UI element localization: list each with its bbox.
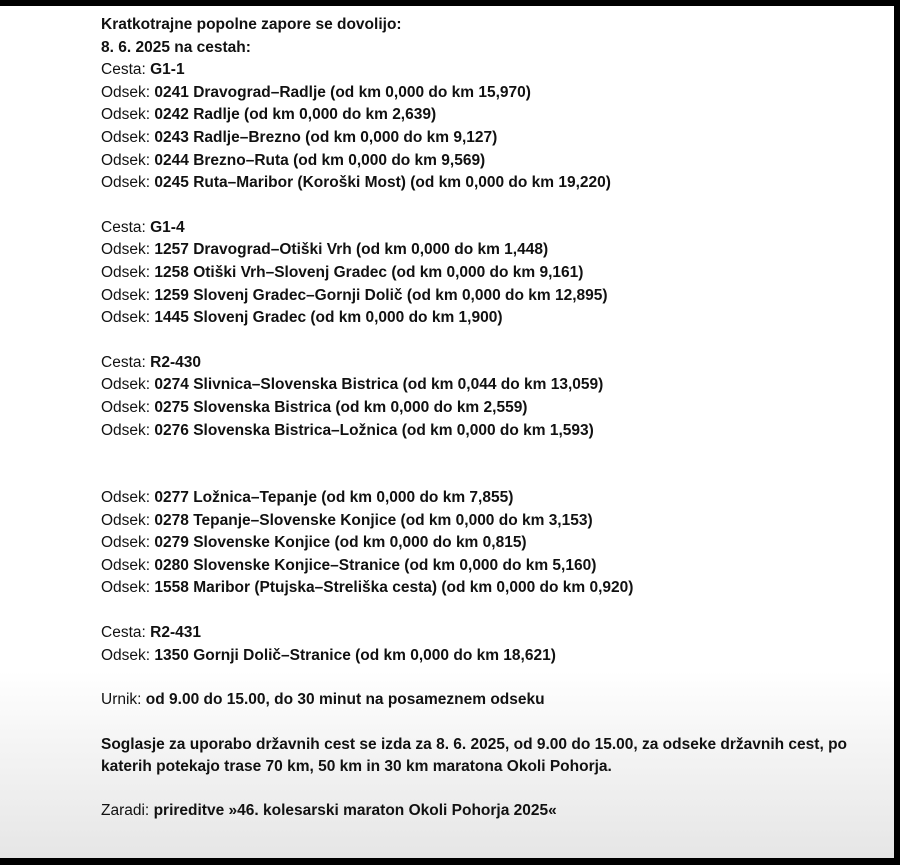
section-label: Odsek:: [101, 151, 151, 169]
spacer: [101, 330, 861, 352]
section-row: [101, 532, 861, 555]
section-text: 1258 Otiški Vrh–Slovenj Gradec (od km 0,000 do km 9,161): [154, 263, 584, 281]
reason-line: [101, 800, 861, 823]
section-text: 1350 Gornji Dolič–Stranice (od km 0,000 do km 18,621): [154, 646, 556, 664]
spacer: [101, 600, 861, 622]
document-page: [0, 6, 900, 858]
section-label: Odsek:: [101, 263, 151, 281]
road-label: Cesta:: [101, 61, 146, 79]
section-label: Odsek:: [101, 534, 151, 552]
section-row: [101, 172, 861, 195]
section-row: [101, 262, 861, 285]
section-label: Odsek:: [101, 579, 151, 597]
section-row: [101, 510, 861, 533]
section-text: 1257 Dravograd–Otiški Vrh (od km 0,000 do km 1,448): [154, 241, 549, 259]
spacer: [101, 778, 861, 800]
section-text: 0276 Slovenska Bistrica–Ložnica (od km 0,000 do km 1,593): [154, 421, 594, 439]
road-code: G1-4: [150, 218, 185, 236]
road-heading: [101, 217, 861, 240]
section-label: Odsek:: [101, 646, 151, 664]
section-label: Odsek:: [101, 398, 151, 416]
document-date-line: 8. 6. 2025 na cestah:: [101, 38, 251, 56]
section-label: Odsek:: [101, 511, 151, 529]
section-label: Odsek:: [101, 83, 151, 101]
section-row: [101, 577, 861, 600]
section-row: [101, 374, 861, 397]
section-row: [101, 397, 861, 420]
schedule-text: od 9.00 do 15.00, do 30 minut na posameznem odseku: [145, 691, 545, 709]
reason-text: prireditve »46. kolesarski maraton Okoli Pohorja 2025«: [153, 801, 557, 819]
road-heading: [101, 352, 861, 375]
section-label: Odsek:: [101, 421, 151, 439]
section-row: [101, 150, 861, 173]
spacer: [101, 442, 861, 487]
section-row: [101, 420, 861, 443]
section-row: [101, 555, 861, 578]
spacer: [101, 667, 861, 689]
spacer: [101, 195, 861, 217]
section-label: Odsek:: [101, 106, 151, 124]
section-row: [101, 487, 861, 510]
section-text: 0243 Radlje–Brezno (od km 0,000 do km 9,127): [154, 128, 498, 146]
road-code: G1-1: [150, 61, 185, 79]
road-heading: [101, 622, 861, 645]
road-label: Cesta:: [101, 624, 146, 642]
document-title: Kratkotrajne popolne zapore se dovolijo:: [101, 16, 402, 33]
section-text: 0242 Radlje (od km 0,000 do km 2,639): [154, 106, 437, 124]
road-label: Cesta:: [101, 218, 146, 236]
section-label: Odsek:: [101, 309, 151, 327]
road-code: R2-431: [150, 624, 201, 642]
section-label: Odsek:: [101, 174, 151, 192]
section-label: Odsek:: [101, 376, 151, 394]
section-text: 1558 Maribor (Ptujska–Streliška cesta) (od km 0,000 do km 0,920): [154, 579, 634, 597]
section-text: 0244 Brezno–Ruta (od km 0,000 do km 9,569): [154, 151, 486, 169]
document-body: [101, 14, 861, 822]
road-code: R2-430: [150, 353, 201, 371]
section-label: Odsek:: [101, 286, 151, 304]
section-text: 0241 Dravograd–Radlje (od km 0,000 do km 15,970): [154, 83, 531, 101]
section-text: 0275 Slovenska Bistrica (od km 0,000 do km 2,559): [154, 398, 528, 416]
section-row: [101, 645, 861, 668]
consent-paragraph: Soglasje za uporabo državnih cest se izda za 8. 6. 2025, od 9.00 do 15.00, za odseke državnih cest, po katerih potekajo trase 70 km, 50 km in 30 km maratona Okoli Pohorja.: [101, 735, 848, 775]
section-row: [101, 127, 861, 150]
road-label: Cesta:: [101, 353, 146, 371]
section-text: 1445 Slovenj Gradec (od km 0,000 do km 1,900): [154, 309, 503, 327]
section-label: Odsek:: [101, 241, 151, 259]
section-row: [101, 82, 861, 105]
section-text: 0278 Tepanje–Slovenske Konjice (od km 0,000 do km 3,153): [154, 511, 593, 529]
section-row: [101, 307, 861, 330]
section-row: [101, 104, 861, 127]
section-text: 0280 Slovenske Konjice–Stranice (od km 0,000 do km 5,160): [154, 556, 597, 574]
schedule-line: [101, 689, 861, 712]
reason-label: Zaradi:: [101, 801, 150, 819]
section-row: [101, 239, 861, 262]
spacer: [101, 712, 861, 734]
section-text: 0277 Ložnica–Tepanje (od km 0,000 do km 7,855): [154, 489, 514, 507]
section-text: 1259 Slovenj Gradec–Gornji Dolič (od km 0,000 do km 12,895): [154, 286, 608, 304]
section-row: [101, 285, 861, 308]
section-text: 0279 Slovenske Konjice (od km 0,000 do km 0,815): [154, 534, 527, 552]
section-label: Odsek:: [101, 489, 151, 507]
schedule-label: Urnik:: [101, 691, 142, 709]
section-text: 0245 Ruta–Maribor (Koroški Most) (od km 0,000 do km 19,220): [154, 174, 611, 192]
section-label: Odsek:: [101, 128, 151, 146]
road-heading: [101, 59, 861, 82]
section-text: 0274 Slivnica–Slovenska Bistrica (od km 0,044 do km 13,059): [154, 376, 604, 394]
section-label: Odsek:: [101, 556, 151, 574]
